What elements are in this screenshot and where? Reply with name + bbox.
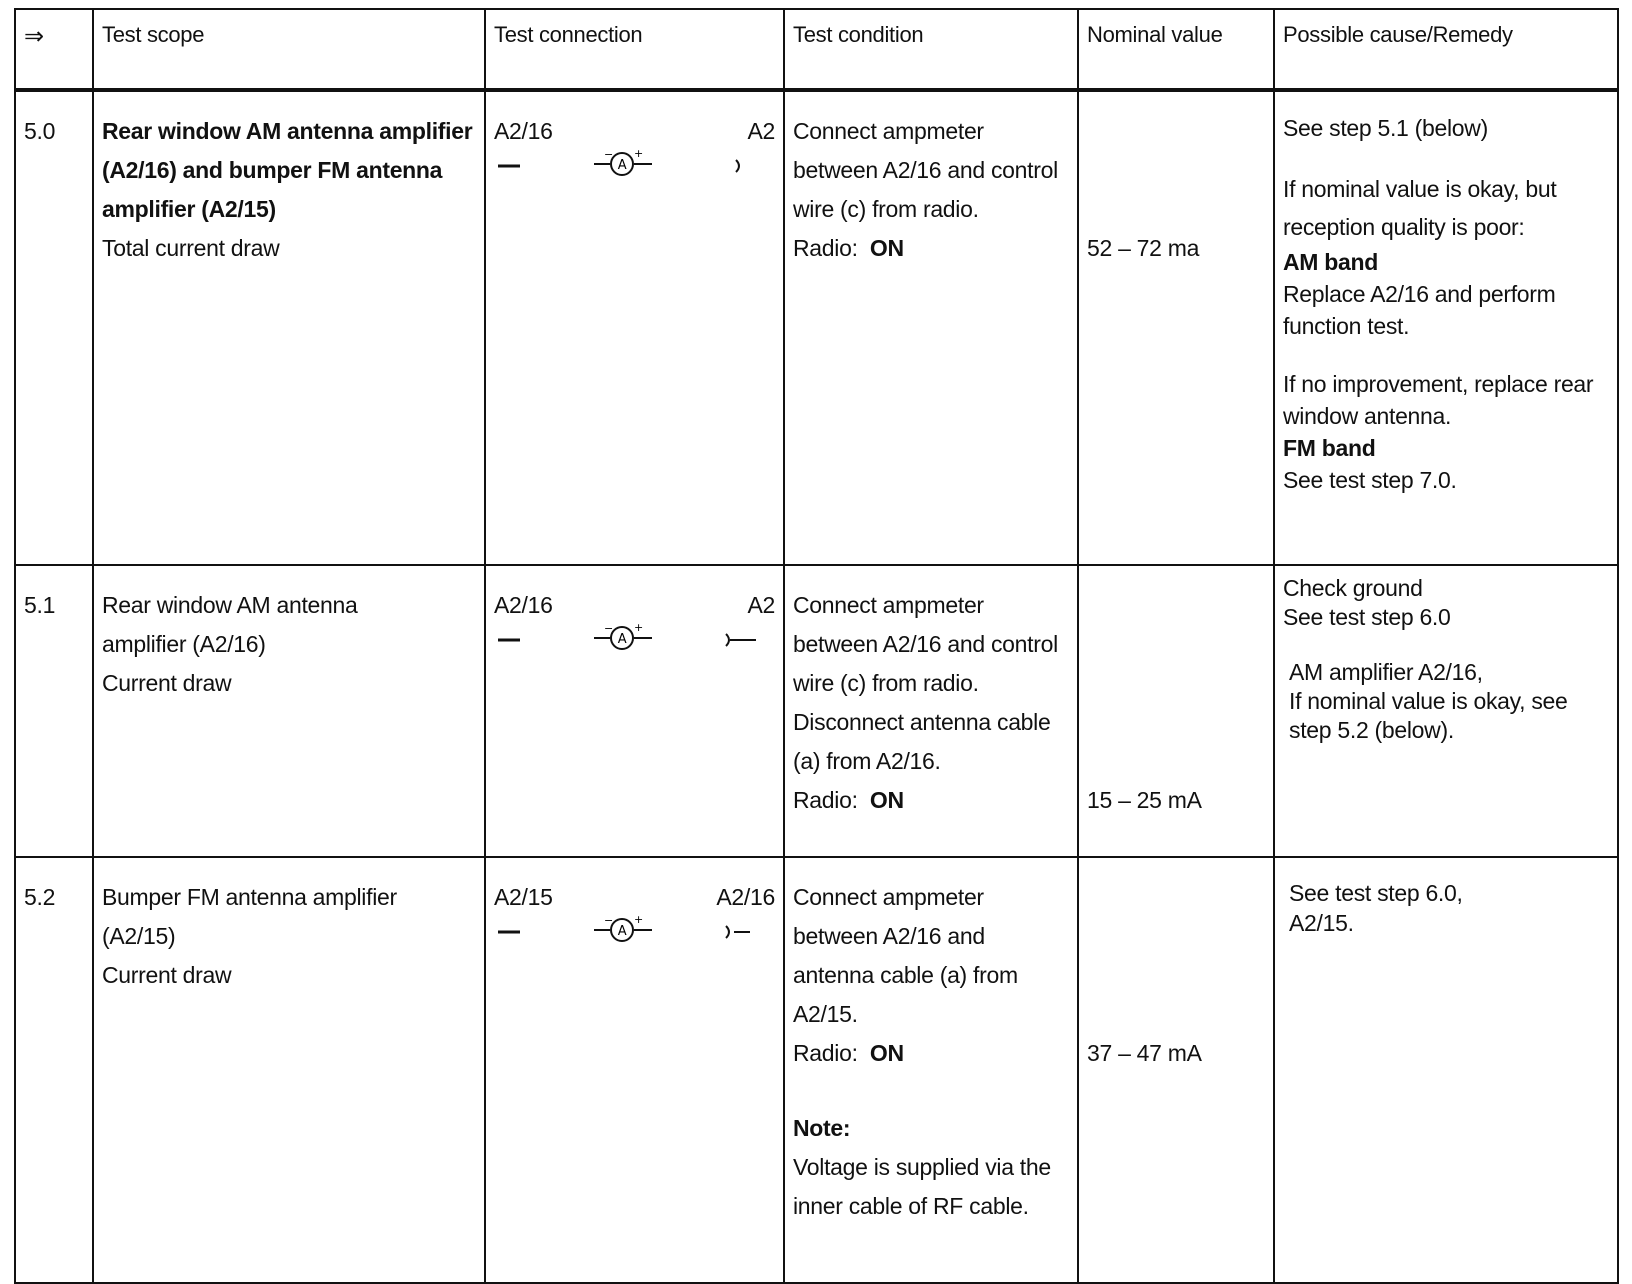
svg-text:+: + <box>634 148 643 160</box>
nominal-value-cell <box>1078 90 1274 565</box>
svg-text:+: + <box>634 622 643 634</box>
svg-text:−: − <box>604 914 613 927</box>
test-scope-cell: Rear window AM antenna amplifier (A2/16) Current draw <box>93 565 485 857</box>
nominal-value: 37 – 47 mA <box>1087 1040 1202 1066</box>
connection-diagram <box>494 586 775 848</box>
header-test-connection: Test connection <box>485 9 784 90</box>
test-condition-cell: Connect ampmeter between A2/16 and antenna cable (a) from A2/15. Radio: ON Note: Voltage is supplied via the inner cable of RF cable. <box>784 857 1078 1283</box>
connection-to: A2 <box>747 592 775 618</box>
header-possible-cause: Possible cause/Remedy <box>1274 9 1618 90</box>
test-steps-table <box>14 8 1619 1284</box>
table-header-row <box>15 9 1618 90</box>
test-scope-cell: Bumper FM antenna amplifier (A2/15) Current draw <box>93 857 485 1283</box>
test-condition-cell: Connect ampmeter between A2/16 and control wire (c) from radio. Disconnect antenna cable (a) from A2/16. Radio: ON <box>784 565 1078 857</box>
radio-state: ON <box>869 1040 904 1066</box>
table-row <box>15 90 1618 565</box>
connection-from: A2/15 <box>494 884 553 910</box>
test-table-sheet <box>14 8 1619 1240</box>
radio-state: ON <box>869 235 904 261</box>
header-test-condition: Test condition <box>784 9 1078 90</box>
step-number: 5.1 <box>15 565 93 857</box>
test-connection-cell <box>485 857 784 1283</box>
note-label: Note: <box>793 1115 851 1141</box>
nominal-value: 52 – 72 ma <box>1087 235 1200 261</box>
header-nominal-value: Nominal value <box>1078 9 1274 90</box>
step-number: 5.2 <box>15 857 93 1283</box>
header-arrow <box>15 9 93 90</box>
svg-text:+: + <box>634 914 643 926</box>
nominal-value-cell <box>1078 565 1274 857</box>
test-scope-subtitle: Total current draw <box>102 235 280 261</box>
step-number: 5.0 <box>15 90 93 565</box>
header-test-scope: Test scope <box>93 9 485 90</box>
test-scope-cell <box>93 90 485 565</box>
test-connection-cell <box>485 90 784 565</box>
test-scope-title: Rear window AM antenna amplifier (A2/16) and bumper FM antenna amplifier (A2/15) <box>102 118 473 222</box>
right-double-arrow-icon: ⇒ <box>24 23 44 50</box>
svg-text:−: − <box>604 622 613 635</box>
possible-cause-cell: See test step 6.0, A2/15. <box>1274 857 1618 1283</box>
test-connection-cell <box>485 565 784 857</box>
table-row <box>15 857 1618 1283</box>
connection-to: A2 <box>747 118 775 144</box>
connection-to: A2/16 <box>716 884 775 910</box>
svg-text:A: A <box>617 158 627 173</box>
ammeter-connection-icon <box>494 148 759 188</box>
svg-text:−: − <box>604 148 613 161</box>
connection-from: A2/16 <box>494 592 553 618</box>
nominal-value-cell <box>1078 857 1274 1283</box>
possible-cause-cell: See step 5.1 (below) If nominal value is okay, but reception quality is poor: AM band Replace A2/16 and perform function test. If no improvement, replace rear window antenna. FM band See test step 7.0. <box>1274 90 1618 565</box>
test-condition-cell: Connect ampmeter between A2/16 and control wire (c) from radio. Radio: ON <box>784 90 1078 565</box>
svg-text:A: A <box>617 924 627 939</box>
nominal-value: 15 – 25 mA <box>1087 787 1202 813</box>
connection-diagram <box>494 112 775 556</box>
svg-text:A: A <box>617 632 627 647</box>
ammeter-connection-icon <box>494 622 759 662</box>
table-row <box>15 565 1618 857</box>
connection-diagram <box>494 878 775 1274</box>
connection-from: A2/16 <box>494 118 553 144</box>
ammeter-connection-icon <box>494 914 759 954</box>
radio-state: ON <box>869 787 904 813</box>
possible-cause-cell: Check ground See test step 6.0 AM amplifier A2/16, If nominal value is okay, see step 5.2 (below). <box>1274 565 1618 857</box>
